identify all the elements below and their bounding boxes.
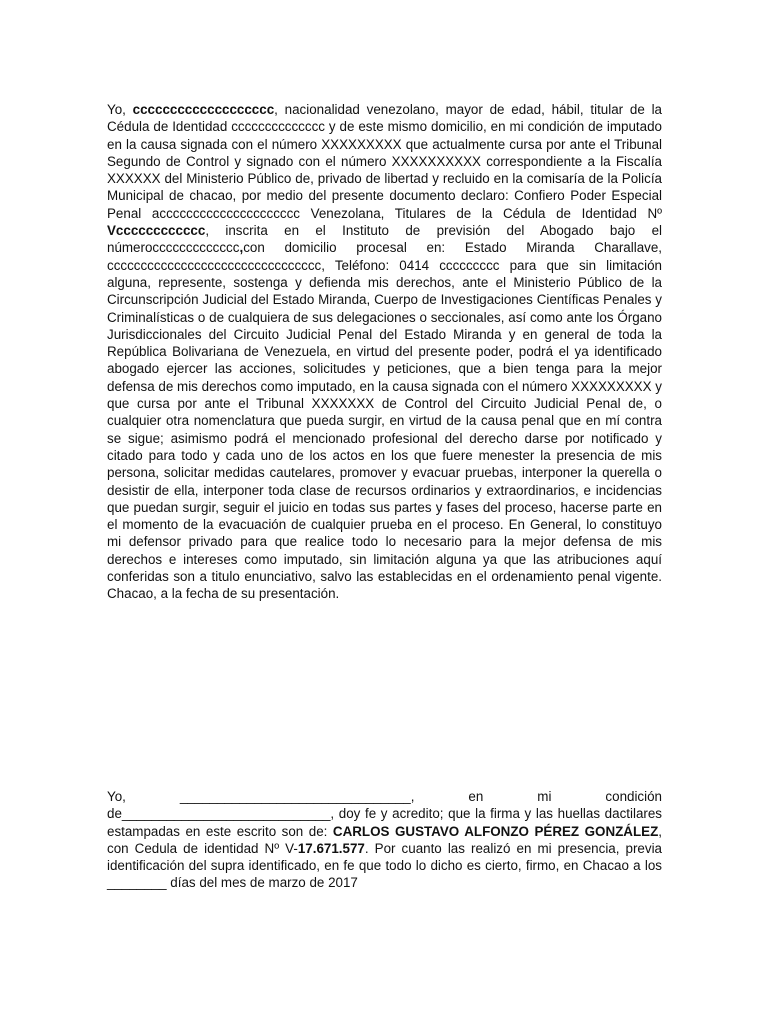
signatory-id-number: 17.671.577 bbox=[297, 840, 365, 856]
certification-paragraph bbox=[107, 788, 662, 892]
p2-text-1: Yo, _______________________________, en mi condición de____________________________, doy fe y acredito; que la firma y las huellas dactilares estampadas en este escrito son de: bbox=[107, 789, 662, 839]
signatory-name: CARLOS GUSTAVO ALFONZO PÉREZ GONZÁLEZ bbox=[332, 823, 659, 839]
p1-text-1: Yo, bbox=[107, 102, 133, 117]
p2-text-2: , con Cedula de identidad Nº V- bbox=[107, 823, 662, 856]
grantor-name: ccccccccccccccccccc bbox=[132, 102, 275, 117]
p1-bold-comma: , bbox=[239, 240, 244, 256]
p2-text-3: . Por cuanto las realizó en mi presencia, previa identificación del supra identificado, en fe que todo lo dicho es cierto, firmo, en Chacao a los ________ días del mes de marzo de 2017 bbox=[107, 840, 662, 891]
power-of-attorney-paragraph bbox=[107, 101, 662, 603]
p1-text-3: , inscrita en el Instituto de previsión del Abogado bajo el númeroccccccccccccc bbox=[107, 223, 662, 256]
p1-text-2: , nacionalidad venezolano, mayor de edad, hábil, titular de la Cédula de Identidad cccccccccccccc y de este mismo domicilio, en mi condición de imputado en la causa signada con el número XXXXXXXXX que actualmente cursa por ante el Tribunal Segundo de Control y signado con el número XXXXXXXXXX correspondiente a la Fiscalía XXXXXX del Ministerio Público de, privado de libertad y recluido en la comisaría de la Policía Municipal de chacao, por medio del presente documento declaro: Confiero Poder Especial Penal accccccccccccccccccccc Venezolana, Titulares de la Cédula de Identidad Nº bbox=[107, 102, 662, 221]
p1-text-4: con domicilio procesal en: Estado Miranda Charallave, cccccccccccccccccccccccccccccccc, Teléfono: 0414 ccccccccc para que sin limitación alguna, represente, sostenga y defienda mis derechos, ante el Ministerio Público de la Circunscripción Judicial del Estado Miranda, Cuerpo de Investigaciones Científicas Penales y Criminalísticas o de cualquiera de sus delegaciones o seccionales, así como ante los Órgano Jurisdiccionales del Circuito Judicial Penal del Estado Miranda y en general de toda la República Bolivariana de Venezuela, en virtud del presente poder, podrá el ya identificado abogado ejercer las acciones, solicitudes y peticiones, que a bien tenga para la mejor defensa de mis derechos como imputado, en la causa signada con el número XXXXXXXXX y que cursa por ante el Tribunal XXXXXXX de Control del Circuito Judicial Penal de, o cualquier otra nomenclatura que pueda surgir, en virtud de la causa penal que en mí contra se sigue; asimismo podrá el mencionado profesional del derecho darse por notificado y citado para todo y cada uno de los actos en los que fuere menester la presencia de mis persona, solicitar medidas cautelares, promover y evacuar pruebas, interponer la querella o desistir de ella, interponer toda clase de recursos ordinarios y extraordinarios, e incidencias que puedan surgir, seguir el juicio en todas sus partes y fases del proceso, hacerse parte en el momento de la evacuación de cualquier prueba en el proceso. En General, lo constituyo mi defensor privado para que realice todo lo necesario para la mejor defensa de mis derechos e intereses como imputado, sin limitación alguna ya que las atribuciones aquí conferidas son a titulo enunciativo, salvo las establecidas en el ordenamiento penal vigente. Chacao, a la fecha de su presentación. bbox=[107, 240, 662, 602]
attorney-id-number: Vcccccccccccc bbox=[107, 223, 206, 239]
